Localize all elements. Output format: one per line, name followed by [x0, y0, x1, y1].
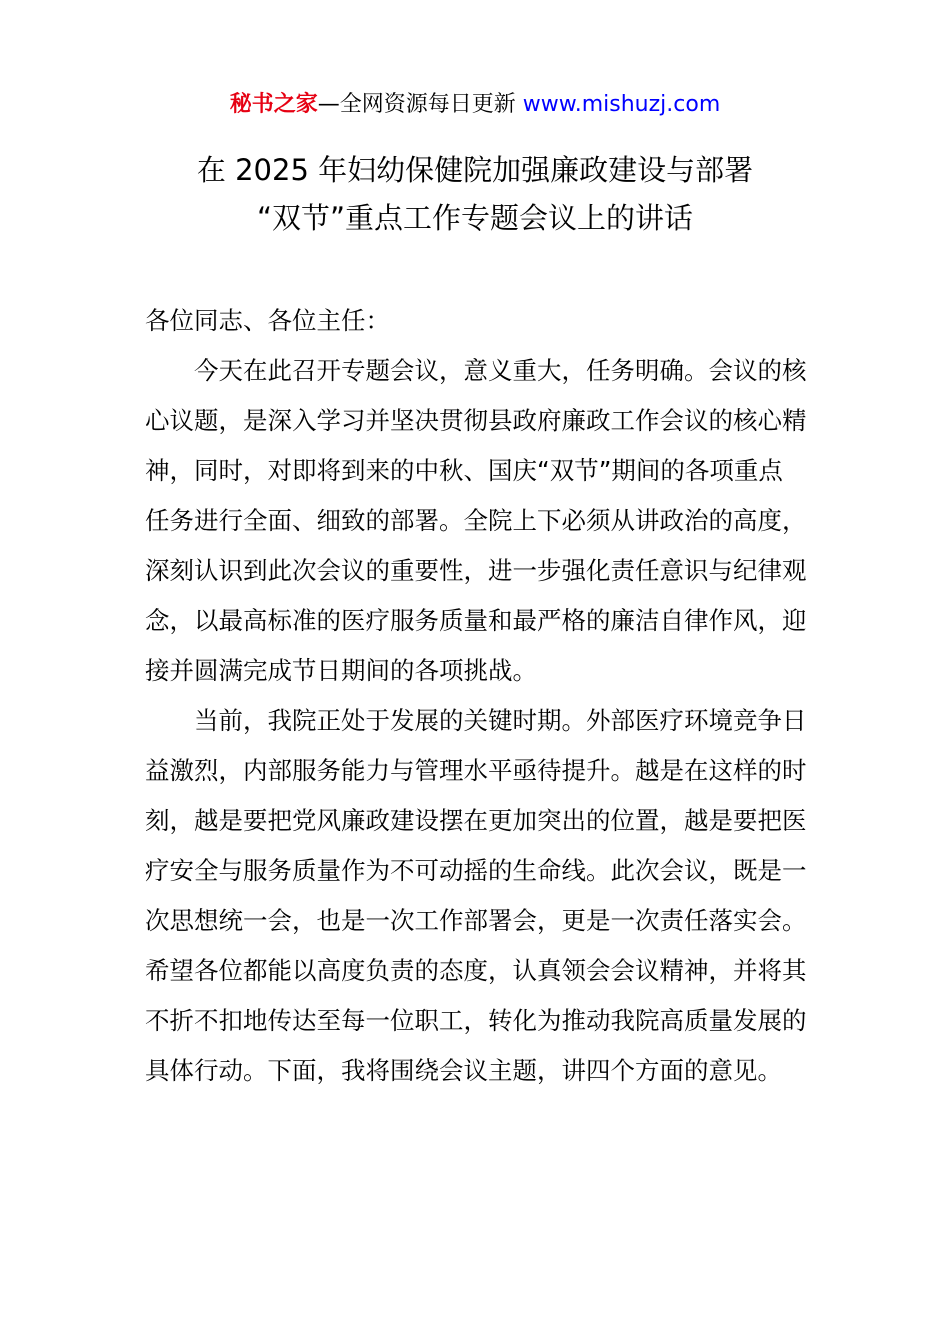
site-url-link[interactable]: www.mishuzj.com — [522, 92, 721, 117]
paragraph: 今天在此召开专题会议，意义重大，任务明确。会议的核心议题，是深入学习并坚决贯彻县政府廉政工作会议的核心精神，同时，对即将到来的中秋、国庆“双节”期间的各项重点任务进行全面、细致的部署。全院上下必须从讲政治的高度，深刻认识到此次会议的重要性，进一步强化责任意识与纪律观念，以最高标准的医疗服务质量和最严格的廉洁自律作风，迎接并圆满完成节日期间的各项挑战。 — [145, 356, 807, 685]
paragraph: 当前，我院正处于发展的关键时期。外部医疗环境竞争日益激烈，内部服务能力与管理水平亟待提升。越是在这样的时刻，越是要把党风廉政建设摆在更加突出的位置，越是要把医疗安全与服务质量作为不可动摇的生命线。此次会议，既是一次思想统一会，也是一次工作部署会，更是一次责任落实会。希望各位都能以高度负责的态度，认真领会会议精神，并将其不折不扣地传达至每一位职工，转化为推动我院高质量发展的具体行动。下面，我将围绕会议主题，讲四个方面的意见。 — [145, 706, 807, 1085]
salutation: 各位同志、各位主任： — [145, 306, 390, 335]
brand-name: 秘书之家 — [229, 92, 318, 117]
title-line-1: 在 2025 年妇幼保健院加强廉政建设与部署 — [196, 153, 754, 187]
title-line-2: “双节”重点工作专题会议上的讲话 — [256, 201, 694, 235]
site-header — [0, 90, 950, 120]
document-body — [145, 296, 807, 1096]
document-title — [0, 146, 950, 242]
header-tagline: —全网资源每日更新 — [317, 92, 523, 117]
